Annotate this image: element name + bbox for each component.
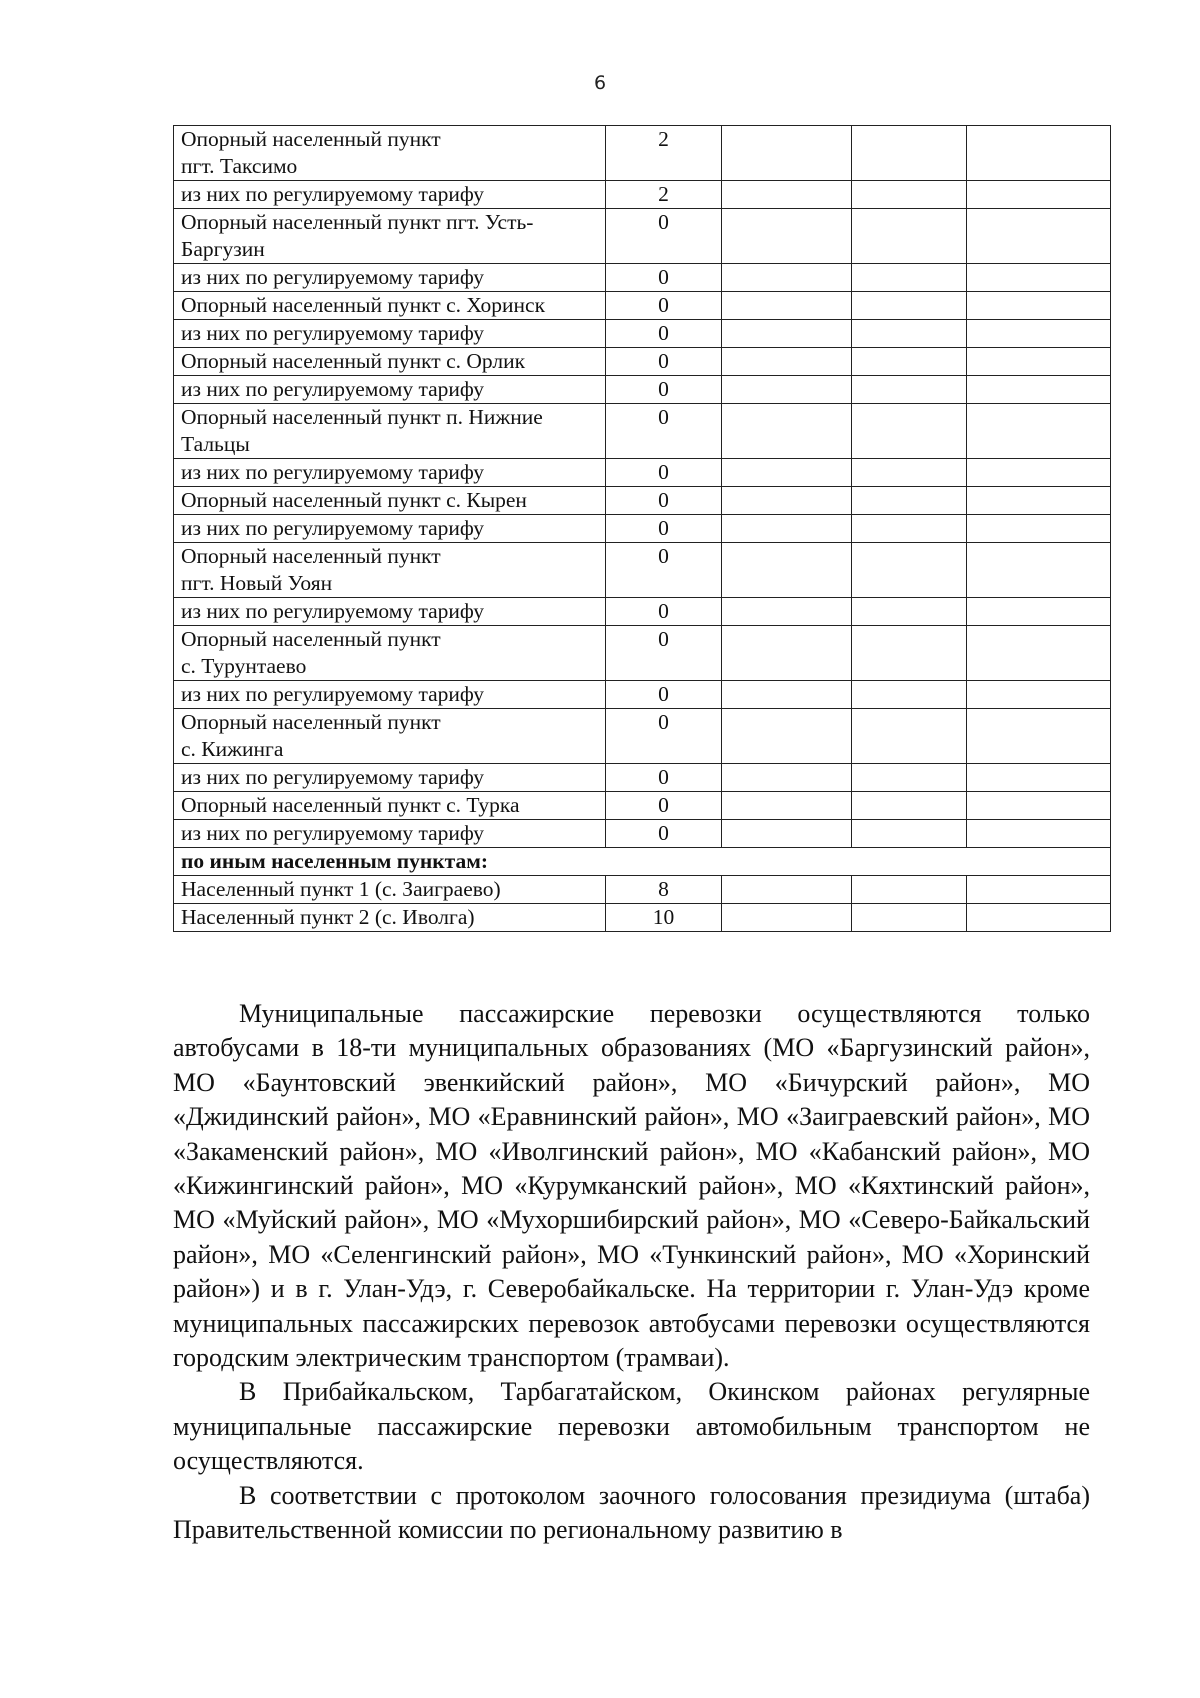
row-value: 8 — [606, 876, 722, 904]
row-value: 0 — [606, 404, 722, 459]
empty-cell — [722, 792, 852, 820]
row-value: 0 — [606, 459, 722, 487]
empty-cell — [722, 126, 852, 181]
empty-cell — [722, 209, 852, 264]
row-value: 0 — [606, 709, 722, 764]
empty-cell — [722, 348, 852, 376]
row-label: из них по регулируемому тарифу — [174, 376, 606, 404]
empty-cell — [722, 515, 852, 543]
empty-cell — [967, 264, 1111, 292]
empty-cell — [967, 376, 1111, 404]
row-label: из них по регулируемому тарифу — [174, 820, 606, 848]
table-row — [174, 320, 1111, 348]
table-row — [174, 626, 1111, 681]
empty-cell — [967, 709, 1111, 764]
row-value: 0 — [606, 348, 722, 376]
paragraph-no-transport: В Прибайкальском, Тарбагатайском, Окинском районах регулярные муниципальные пассажирские перевозки автомобильным транспортом не осуществляются. — [173, 1377, 1090, 1476]
empty-cell — [967, 404, 1111, 459]
row-value: 0 — [606, 792, 722, 820]
row-label: из них по регулируемому тарифу — [174, 681, 606, 709]
empty-cell — [967, 792, 1111, 820]
row-label: из них по регулируемому тарифу — [174, 764, 606, 792]
table-row — [174, 209, 1111, 264]
row-label: Опорный населенный пункт с. Турка — [174, 792, 606, 820]
empty-cell — [852, 876, 967, 904]
table-row — [174, 820, 1111, 848]
row-value: 0 — [606, 598, 722, 626]
empty-cell — [852, 515, 967, 543]
row-value: 0 — [606, 626, 722, 681]
empty-cell — [722, 487, 852, 515]
row-value: 0 — [606, 376, 722, 404]
row-value: 2 — [606, 181, 722, 209]
empty-cell — [967, 543, 1111, 598]
row-label: Опорный населенный пункт с. Кырен — [174, 487, 606, 515]
row-value: 0 — [606, 292, 722, 320]
empty-cell — [722, 626, 852, 681]
empty-cell — [722, 404, 852, 459]
empty-cell — [722, 598, 852, 626]
table-row — [174, 709, 1111, 764]
empty-cell — [722, 181, 852, 209]
table-row — [174, 904, 1111, 932]
empty-cell — [722, 681, 852, 709]
empty-cell — [852, 904, 967, 932]
row-value: 0 — [606, 543, 722, 598]
row-label: из них по регулируемому тарифу — [174, 515, 606, 543]
empty-cell — [722, 264, 852, 292]
row-label: Опорный населенный пункт с. Турунтаево — [174, 626, 606, 681]
body-text — [173, 997, 1090, 1548]
empty-cell — [967, 126, 1111, 181]
table-row — [174, 376, 1111, 404]
empty-cell — [722, 709, 852, 764]
row-label: из них по регулируемому тарифу — [174, 264, 606, 292]
empty-cell — [852, 320, 967, 348]
empty-cell — [722, 876, 852, 904]
empty-cell — [722, 376, 852, 404]
table-row — [174, 181, 1111, 209]
empty-cell — [722, 543, 852, 598]
empty-cell — [967, 598, 1111, 626]
table-row — [174, 598, 1111, 626]
table-row — [174, 126, 1111, 181]
data-table — [173, 125, 1111, 932]
row-value: 2 — [606, 126, 722, 181]
table-row — [174, 681, 1111, 709]
row-value: 0 — [606, 681, 722, 709]
row-value: 0 — [606, 209, 722, 264]
empty-cell — [967, 348, 1111, 376]
empty-cell — [852, 543, 967, 598]
table-row — [174, 848, 1111, 876]
row-label: Опорный населенный пункт пгт. Усть-Баргузин — [174, 209, 606, 264]
row-label: из них по регулируемому тарифу — [174, 459, 606, 487]
row-label: Населенный пункт 2 (с. Иволга) — [174, 904, 606, 932]
empty-cell — [852, 764, 967, 792]
empty-cell — [967, 904, 1111, 932]
row-label: Опорный населенный пункт с. Кижинга — [174, 709, 606, 764]
paragraph-protocol: В соответствии с протоколом заочного голосования президиума (штаба) Правительственной комиссии по региональному развитию в — [173, 1480, 1090, 1545]
empty-cell — [967, 515, 1111, 543]
table-row — [174, 487, 1111, 515]
empty-cell — [852, 598, 967, 626]
row-label: Опорный населенный пункт п. Нижние Тальцы — [174, 404, 606, 459]
table-row — [174, 404, 1111, 459]
row-value: 0 — [606, 820, 722, 848]
empty-cell — [852, 404, 967, 459]
table-row — [174, 515, 1111, 543]
empty-cell — [722, 820, 852, 848]
empty-cell — [967, 626, 1111, 681]
table-row — [174, 459, 1111, 487]
table-row — [174, 264, 1111, 292]
empty-cell — [852, 487, 967, 515]
empty-cell — [967, 181, 1111, 209]
table-row — [174, 348, 1111, 376]
table-row — [174, 876, 1111, 904]
empty-cell — [852, 209, 967, 264]
row-label: Опорный населенный пункт с. Орлик — [174, 348, 606, 376]
row-label: Населенный пункт 1 (с. Заиграево) — [174, 876, 606, 904]
row-label: Опорный населенный пункт пгт. Новый Уоян — [174, 543, 606, 598]
empty-cell — [967, 320, 1111, 348]
empty-cell — [967, 876, 1111, 904]
row-value: 0 — [606, 320, 722, 348]
table-row — [174, 792, 1111, 820]
row-label: по иным населенным пунктам: — [174, 848, 1111, 876]
empty-cell — [722, 764, 852, 792]
empty-cell — [852, 264, 967, 292]
page-number: 6 — [593, 72, 607, 94]
row-label: Опорный населенный пункт пгт. Таксимо — [174, 126, 606, 181]
empty-cell — [967, 764, 1111, 792]
empty-cell — [852, 792, 967, 820]
empty-cell — [852, 348, 967, 376]
empty-cell — [852, 376, 967, 404]
row-label: из них по регулируемому тарифу — [174, 320, 606, 348]
empty-cell — [722, 459, 852, 487]
empty-cell — [852, 626, 967, 681]
table-row — [174, 292, 1111, 320]
empty-cell — [967, 681, 1111, 709]
table-body — [174, 126, 1111, 932]
row-value: 0 — [606, 515, 722, 543]
row-label: из них по регулируемому тарифу — [174, 598, 606, 626]
row-value: 0 — [606, 764, 722, 792]
empty-cell — [967, 487, 1111, 515]
empty-cell — [722, 904, 852, 932]
row-label: из них по регулируемому тарифу — [174, 181, 606, 209]
empty-cell — [852, 126, 967, 181]
row-value: 0 — [606, 487, 722, 515]
empty-cell — [852, 181, 967, 209]
empty-cell — [852, 681, 967, 709]
empty-cell — [852, 820, 967, 848]
empty-cell — [967, 820, 1111, 848]
table-row — [174, 543, 1111, 598]
empty-cell — [852, 459, 967, 487]
empty-cell — [967, 459, 1111, 487]
empty-cell — [852, 292, 967, 320]
row-value: 10 — [606, 904, 722, 932]
empty-cell — [967, 292, 1111, 320]
row-label: Опорный населенный пункт с. Хоринск — [174, 292, 606, 320]
table-row — [174, 764, 1111, 792]
empty-cell — [967, 209, 1111, 264]
paragraph-municipal-transport: Муниципальные пассажирские перевозки осуществляются только автобусами в 18-ти муниципальных образованиях (МО «Баргузинский район», МО «Баунтовский эвенкийский район», МО «Бичурский район», МО «Джидинский район», МО «Еравнинский район», МО «Заиграевский район», МО «Закаменский район», МО «Иволгинский район», МО «Кабанский район», МО «Кижингинский район», МО «Курумканский район», МО «Кяхтинский район», МО «Муйский район», МО «Мухоршибирский район», МО «Северо-Байкальский район», МО «Селенгинский район», МО «Тункинский район», МО «Хоринский район») и в г. Улан-Удэ, г. Северобайкальске. На территории г. Улан-Удэ кроме муниципальных пассажирских перевозок автобусами перевозки осуществляются городским электрическим транспортом (трамваи). — [173, 999, 1090, 1373]
row-value: 0 — [606, 264, 722, 292]
empty-cell — [722, 320, 852, 348]
empty-cell — [722, 292, 852, 320]
empty-cell — [852, 709, 967, 764]
